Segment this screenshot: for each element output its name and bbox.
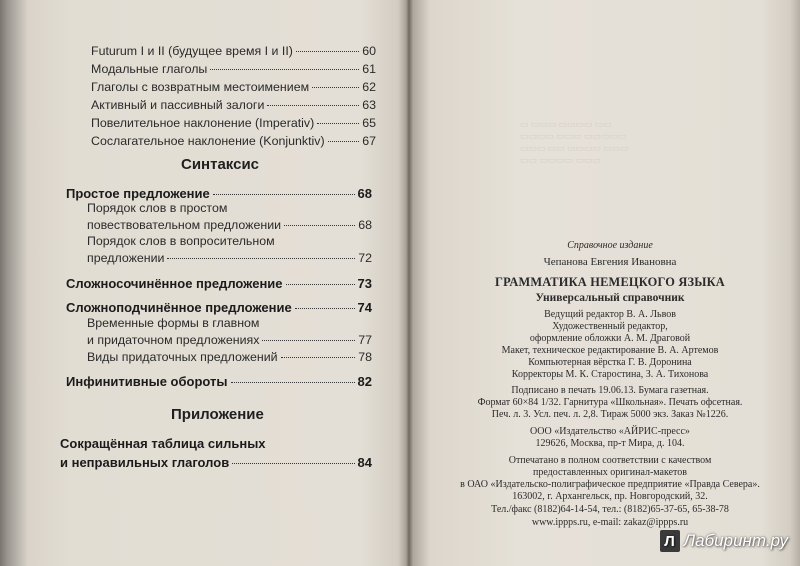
toc-entry: Простое предложение 68 bbox=[66, 186, 372, 201]
typesetting-credit: Компьютерная вёрстка Г. В. Доронина bbox=[528, 357, 692, 368]
lead-editor: Ведущий редактор В. А. Львов bbox=[544, 309, 676, 320]
signed-date: Подписано в печать 19.06.13. Бумага газетная. bbox=[511, 385, 709, 396]
printer-phone: Тел./факс (8182)64-14-54, тел.: (8182)65-37-65, 65-38-78 bbox=[491, 504, 729, 515]
toc-entry: и неправильных глаголов 84 bbox=[60, 455, 372, 470]
toc-entry: Сослагательное наклонение (Konjunktiv) 67 bbox=[91, 134, 376, 148]
format-info: Формат 60×84 1/32. Гарнитура «Школьная». Печать офсетная. bbox=[477, 397, 743, 408]
publisher-name: ООО «Издательство «АЙРИС-пресс» bbox=[530, 426, 690, 437]
layout-credit: Макет, техническое редактирование В. А. Артемов bbox=[501, 345, 719, 356]
cover-design: оформление обложки А. М. Драговой bbox=[529, 333, 691, 344]
toc-entry: Сложноподчинённое предложение 74 bbox=[66, 300, 372, 315]
printed-note: Отпечатано в полном соответствии с качеством bbox=[508, 455, 712, 466]
toc-entry: и придаточном предложениях 77 bbox=[87, 333, 372, 347]
toc-entry: повествовательном предложении 68 bbox=[87, 218, 372, 232]
printed-note: в ОАО «Издательско-полиграфическое предприятие «Правда Севера». bbox=[460, 479, 760, 490]
art-editor: Художественный редактор, bbox=[552, 321, 668, 332]
toc-entry-line: Порядок слов в простом bbox=[87, 201, 228, 215]
toc-entry-line: Временные формы в главном bbox=[87, 316, 260, 330]
printed-note: 163002, г. Архангельск, пр. Новгородский, 32. bbox=[512, 491, 708, 502]
toc-entry: Модальные глаголы 61 bbox=[91, 62, 376, 76]
section-heading-appendix: Приложение bbox=[171, 406, 264, 423]
toc-entry-line: Сокращённая таблица сильных bbox=[60, 436, 266, 451]
printer-web: www.ippps.ru, e-mail: zakaz@ippps.ru bbox=[531, 517, 689, 528]
toc-entry: Повелительное наклонение (Imperativ) 65 bbox=[91, 116, 376, 130]
labirint-logo-icon: Л bbox=[660, 530, 680, 552]
book-subtitle: Универсальный справочник bbox=[535, 292, 685, 304]
toc-entry: Активный и пассивный залоги 63 bbox=[91, 98, 376, 112]
right-page-imprint bbox=[410, 0, 800, 566]
proofreaders: Корректоры М. К. Старостина, З. А. Тихонова bbox=[511, 369, 709, 380]
toc-entry: Инфинитивные обороты 82 bbox=[66, 374, 372, 389]
toc-entry: Виды придаточных предложений 78 bbox=[87, 350, 372, 364]
sheets-info: Печ. л. 3. Усл. печ. л. 2,8. Тираж 5000 экз. Заказ №1226. bbox=[491, 409, 729, 420]
printed-note: предоставленных оригинал-макетов bbox=[532, 467, 687, 478]
book-title: ГРАММАТИКА НЕМЕЦКОГО ЯЗЫКА bbox=[495, 275, 725, 289]
publisher-address: 129626, Москва, пр-т Мира, д. 104. bbox=[535, 438, 685, 449]
section-heading-syntax: Синтаксис bbox=[181, 156, 260, 173]
watermark-text: Лабиринт.ру bbox=[683, 531, 788, 550]
toc-entry: Сложносочинённое предложение 73 bbox=[66, 276, 372, 291]
toc-entry: Глаголы с возвратным местоимением 62 bbox=[91, 80, 376, 94]
bleed-through-text: ▭ ▭▭▭ ▭▭▭▭ ▭▭ ▭▭▭▭ ▭▭▭ ▭▭▭▭▭ ▭▭▭ ▭▭ ▭▭▭▭ ▭▭▭ ▭▭ ▭▭▭▭ ▭▭▭ bbox=[520, 119, 629, 165]
toc-entry: предложении 72 bbox=[87, 251, 372, 265]
labirint-watermark bbox=[660, 530, 788, 552]
edition-type: Справочное издание bbox=[567, 240, 653, 251]
toc-entry-line: Порядок слов в вопросительном bbox=[87, 234, 275, 248]
toc-entry: Futurum I и II (будущее время I и II) 60 bbox=[91, 44, 376, 58]
author-name: Чепанова Евгения Ивановна bbox=[543, 256, 677, 268]
